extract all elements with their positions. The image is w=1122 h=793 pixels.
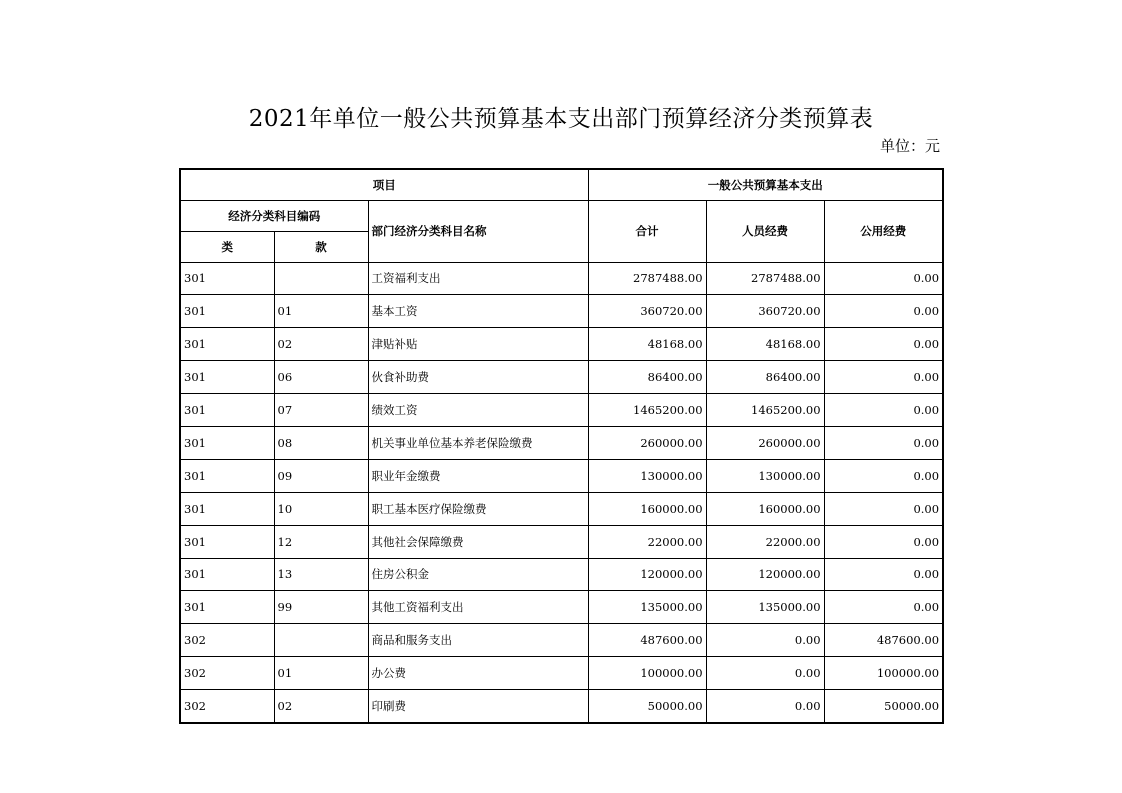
table-row (180, 624, 943, 657)
header-general-budget: 一般公共预算基本支出 (588, 169, 943, 200)
row-public-cell: 0.00 (824, 361, 943, 394)
row-public-cell: 0.00 (824, 295, 943, 328)
row-item-cell: 10 (274, 492, 368, 525)
row-personnel-cell: 22000.00 (706, 525, 824, 558)
row-category-cell: 301 (180, 492, 274, 525)
row-personnel-cell: 2787488.00 (706, 262, 824, 295)
table-row (180, 690, 943, 723)
row-category-cell: 301 (180, 426, 274, 459)
row-total-cell: 160000.00 (588, 492, 706, 525)
row-total-cell: 120000.00 (588, 558, 706, 591)
row-public-cell: 0.00 (824, 492, 943, 525)
row-item-cell: 02 (274, 328, 368, 361)
row-category-cell: 301 (180, 262, 274, 295)
row-total-cell: 135000.00 (588, 591, 706, 624)
row-personnel-cell: 0.00 (706, 690, 824, 723)
header-project: 项目 (180, 169, 588, 200)
row-public-cell: 0.00 (824, 426, 943, 459)
row-personnel-cell: 0.00 (706, 624, 824, 657)
row-name-cell: 职业年金缴费 (368, 459, 588, 492)
row-total-cell: 22000.00 (588, 525, 706, 558)
table-row (180, 492, 943, 525)
row-personnel-cell: 48168.00 (706, 328, 824, 361)
page-title: 2021年单位一般公共预算基本支出部门预算经济分类预算表 (248, 106, 874, 132)
row-public-cell: 0.00 (824, 558, 943, 591)
table-row (180, 591, 943, 624)
row-name-cell: 绩效工资 (368, 394, 588, 427)
row-public-cell: 100000.00 (824, 657, 943, 690)
row-item-cell (274, 262, 368, 295)
header-category: 类 (180, 231, 274, 262)
row-public-cell: 487600.00 (824, 624, 943, 657)
row-personnel-cell: 1465200.00 (706, 394, 824, 427)
row-item-cell: 13 (274, 558, 368, 591)
row-category-cell: 301 (180, 328, 274, 361)
row-category-cell: 301 (180, 394, 274, 427)
row-personnel-cell: 260000.00 (706, 426, 824, 459)
row-personnel-cell: 86400.00 (706, 361, 824, 394)
row-category-cell: 301 (180, 295, 274, 328)
row-item-cell: 02 (274, 690, 368, 723)
row-public-cell: 0.00 (824, 262, 943, 295)
row-item-cell: 99 (274, 591, 368, 624)
row-name-cell: 工资福利支出 (368, 262, 588, 295)
row-item-cell: 06 (274, 361, 368, 394)
row-name-cell: 其他社会保障缴费 (368, 525, 588, 558)
row-total-cell: 2787488.00 (588, 262, 706, 295)
row-name-cell: 职工基本医疗保险缴费 (368, 492, 588, 525)
row-item-cell (274, 624, 368, 657)
row-item-cell: 09 (274, 459, 368, 492)
header-total: 合计 (588, 200, 706, 262)
row-total-cell: 100000.00 (588, 657, 706, 690)
table-row (180, 459, 943, 492)
unit-label: 单位：元 (879, 137, 940, 155)
row-name-cell: 印刷费 (368, 690, 588, 723)
header-item: 款 (274, 231, 368, 262)
row-personnel-cell: 130000.00 (706, 459, 824, 492)
header-name: 部门经济分类科目名称 (368, 200, 588, 262)
table-body (180, 262, 943, 723)
row-personnel-cell: 120000.00 (706, 558, 824, 591)
row-item-cell: 01 (274, 295, 368, 328)
row-public-cell: 0.00 (824, 394, 943, 427)
table-row (180, 394, 943, 427)
row-public-cell: 0.00 (824, 459, 943, 492)
row-total-cell: 260000.00 (588, 426, 706, 459)
row-total-cell: 360720.00 (588, 295, 706, 328)
row-category-cell: 301 (180, 459, 274, 492)
row-total-cell: 1465200.00 (588, 394, 706, 427)
header-personnel: 人员经费 (706, 200, 824, 262)
row-total-cell: 50000.00 (588, 690, 706, 723)
row-category-cell: 301 (180, 525, 274, 558)
row-name-cell: 机关事业单位基本养老保险缴费 (368, 426, 588, 459)
row-personnel-cell: 135000.00 (706, 591, 824, 624)
row-total-cell: 48168.00 (588, 328, 706, 361)
row-total-cell: 487600.00 (588, 624, 706, 657)
row-item-cell: 01 (274, 657, 368, 690)
row-total-cell: 86400.00 (588, 361, 706, 394)
row-name-cell: 伙食补助费 (368, 361, 588, 394)
table-row (180, 558, 943, 591)
table-row (180, 361, 943, 394)
row-public-cell: 0.00 (824, 328, 943, 361)
row-category-cell: 302 (180, 657, 274, 690)
header-public: 公用经费 (824, 200, 943, 262)
header-code: 经济分类科目编码 (180, 200, 368, 231)
row-name-cell: 基本工资 (368, 295, 588, 328)
row-personnel-cell: 0.00 (706, 657, 824, 690)
table-row (180, 525, 943, 558)
row-category-cell: 301 (180, 361, 274, 394)
row-category-cell: 301 (180, 558, 274, 591)
row-name-cell: 办公费 (368, 657, 588, 690)
row-name-cell: 住房公积金 (368, 558, 588, 591)
row-item-cell: 08 (274, 426, 368, 459)
table-row (180, 426, 943, 459)
budget-table (179, 168, 944, 724)
table-row (180, 328, 943, 361)
row-item-cell: 07 (274, 394, 368, 427)
row-category-cell: 302 (180, 690, 274, 723)
table-row (180, 295, 943, 328)
row-public-cell: 0.00 (824, 591, 943, 624)
row-name-cell: 其他工资福利支出 (368, 591, 588, 624)
row-name-cell: 津贴补贴 (368, 328, 588, 361)
table-row (180, 262, 943, 295)
table-row (180, 657, 943, 690)
row-public-cell: 0.00 (824, 525, 943, 558)
row-total-cell: 130000.00 (588, 459, 706, 492)
row-item-cell: 12 (274, 525, 368, 558)
row-public-cell: 50000.00 (824, 690, 943, 723)
row-personnel-cell: 360720.00 (706, 295, 824, 328)
row-category-cell: 301 (180, 591, 274, 624)
row-name-cell: 商品和服务支出 (368, 624, 588, 657)
row-category-cell: 302 (180, 624, 274, 657)
row-personnel-cell: 160000.00 (706, 492, 824, 525)
